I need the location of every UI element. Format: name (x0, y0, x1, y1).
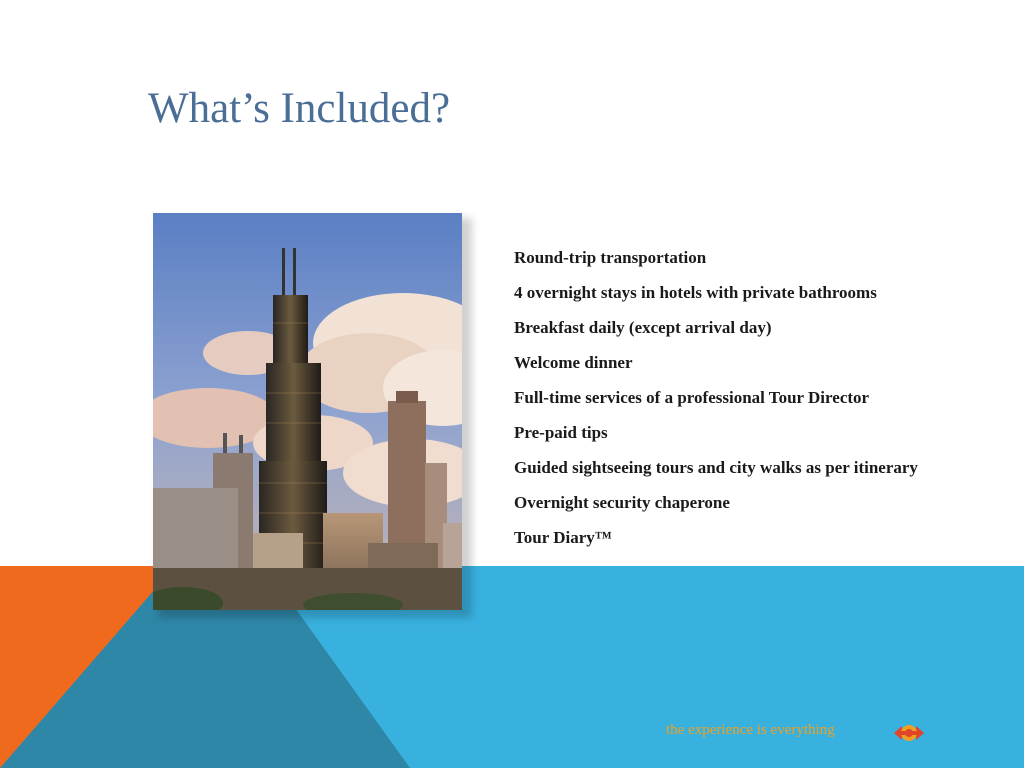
slide-title: What’s Included? (148, 85, 451, 132)
list-item: Pre-paid tips (514, 423, 608, 442)
list-item: Tour Diary™ (514, 528, 612, 547)
list-item: Full-time services of a professional Tour Director (514, 388, 870, 407)
list-item: Round-trip transportation (514, 248, 707, 267)
list-item: Guided sightseeing tours and city walks as per itinerary (514, 458, 918, 477)
included-list (514, 246, 954, 561)
footer-tagline: the experience is everything (666, 722, 835, 738)
list-item: Welcome dinner (514, 353, 633, 372)
chicago-skyline-photo (153, 213, 462, 610)
skyline-illustration (153, 213, 462, 610)
list-item: Breakfast daily (except arrival day) (514, 318, 772, 337)
list-item: 4 overnight stays in hotels with private bathrooms (514, 283, 877, 302)
list-item: Overnight security chaperone (514, 493, 730, 512)
brand-logo-icon (890, 720, 928, 746)
